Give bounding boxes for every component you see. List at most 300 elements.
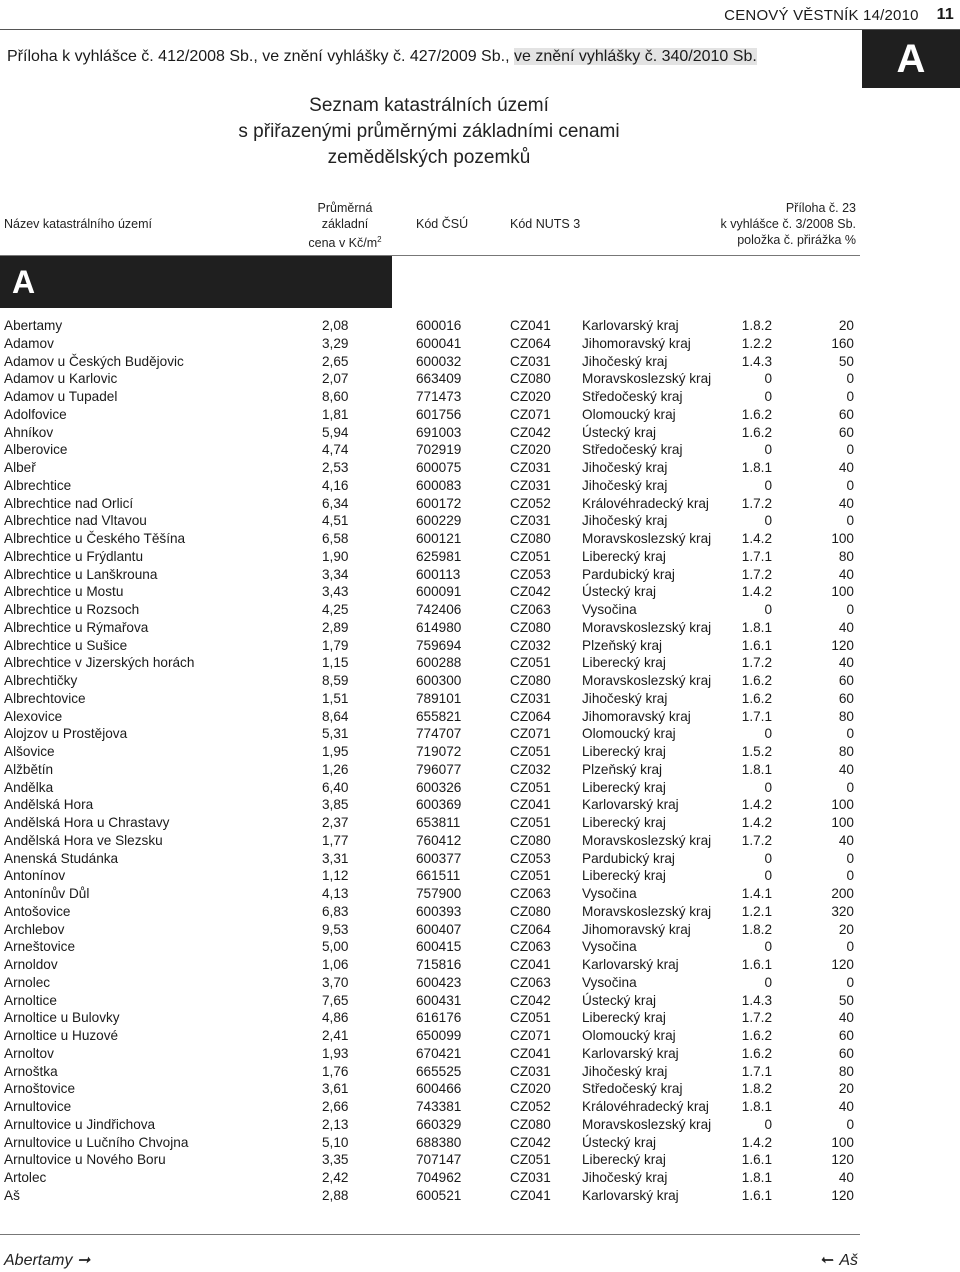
- row-surcharge: 80: [838, 744, 854, 759]
- row-price: 3,29: [322, 335, 349, 351]
- row-price: 7,65: [322, 992, 349, 1008]
- row-item-number: 1.6.1: [741, 637, 772, 653]
- row-csu-code: 760412: [416, 832, 462, 848]
- row-csu-code: 600521: [416, 1187, 462, 1203]
- row-region: Karlovarský kraj: [582, 318, 679, 333]
- row-nuts-code: CZ080: [510, 903, 551, 919]
- row-csu-code: 600075: [416, 460, 462, 475]
- row-item-number: 1.6.1: [741, 1187, 772, 1203]
- row-surcharge: 100: [831, 1134, 854, 1150]
- row-item-number: 1.8.2: [741, 921, 772, 937]
- row-region: Jihočeský kraj: [582, 353, 668, 369]
- row-nuts-code: CZ020: [510, 389, 551, 404]
- row-surcharge: 40: [838, 495, 854, 511]
- row-surcharge: 20: [838, 1081, 854, 1097]
- row-item-number: 1.6.2: [741, 424, 772, 440]
- row-item-number: 1.8.2: [741, 1081, 772, 1097]
- row-region: Liberecký kraj: [582, 815, 666, 830]
- row-surcharge: 0: [846, 939, 854, 955]
- row-nuts-code: CZ031: [510, 353, 551, 369]
- row-price: 1,06: [322, 957, 349, 972]
- row-name: Arnolec: [4, 974, 51, 990]
- column-header-price: [300, 200, 390, 251]
- row-region: Středočeský kraj: [582, 1081, 683, 1097]
- row-surcharge: 50: [838, 992, 854, 1008]
- row-region: Liberecký kraj: [582, 1152, 666, 1168]
- row-surcharge: 40: [838, 832, 854, 848]
- row-csu-code: 719072: [416, 744, 462, 759]
- row-region: Plzeňský kraj: [582, 761, 663, 777]
- row-nuts-code: CZ041: [510, 797, 551, 813]
- row-item-number: 1.6.2: [741, 1045, 772, 1061]
- row-nuts-code: CZ042: [510, 1134, 551, 1150]
- row-item-number: 1.7.1: [741, 548, 772, 564]
- row-nuts-code: CZ063: [510, 886, 551, 901]
- row-region: Jihomoravský kraj: [582, 921, 691, 937]
- row-name: Albrechtice nad Orlicí: [4, 495, 134, 511]
- row-name: Alšovice: [4, 744, 55, 759]
- row-price: 4,51: [322, 513, 349, 529]
- title-line-1: Seznam katastrálních území: [309, 95, 549, 116]
- row-surcharge: 0: [846, 1116, 854, 1132]
- row-csu-code: 715816: [416, 957, 462, 972]
- row-price: 1,95: [322, 744, 349, 759]
- row-nuts-code: CZ031: [510, 460, 551, 475]
- row-surcharge: 80: [838, 548, 854, 564]
- row-csu-code: 670421: [416, 1045, 462, 1061]
- row-item-number: 1.2.1: [741, 903, 772, 919]
- publication-title: CENOVÝ VĚSTNÍK 14/2010: [724, 6, 919, 24]
- row-name: Albrechtice u Frýdlantu: [4, 548, 144, 564]
- row-region: Moravskoslezský kraj: [582, 832, 712, 848]
- row-region: Ústecký kraj: [582, 992, 657, 1008]
- row-region: Vysočina: [582, 602, 637, 617]
- row-region: Pardubický kraj: [582, 850, 675, 866]
- row-price: 2,42: [322, 1170, 349, 1185]
- row-csu-code: 600032: [416, 353, 462, 369]
- row-region: Jihočeský kraj: [582, 1063, 668, 1079]
- price-header-line-2: základní: [321, 217, 369, 231]
- footer-first-entry: [4, 1250, 90, 1270]
- row-surcharge: 40: [838, 1170, 854, 1185]
- row-region: Liberecký kraj: [582, 779, 666, 795]
- row-nuts-code: CZ041: [510, 318, 551, 333]
- row-region: Jihočeský kraj: [582, 690, 668, 706]
- table-row: [0, 477, 860, 495]
- row-price: 1,77: [322, 832, 349, 848]
- row-surcharge: 120: [831, 637, 854, 653]
- table-row: [0, 1134, 860, 1152]
- row-nuts-code: CZ051: [510, 548, 551, 564]
- row-nuts-code: CZ032: [510, 761, 551, 777]
- section-letter: A: [0, 256, 392, 308]
- row-region: Karlovarský kraj: [582, 1045, 679, 1061]
- table-row: [0, 885, 860, 903]
- row-name: Andělská Hora ve Slezsku: [4, 832, 163, 848]
- table-row: [0, 1063, 860, 1081]
- row-price: 2,41: [322, 1028, 349, 1043]
- row-name: Alberovice: [4, 442, 68, 458]
- row-price: 5,10: [322, 1134, 349, 1150]
- row-nuts-code: CZ020: [510, 442, 551, 458]
- row-surcharge: 60: [838, 673, 854, 688]
- row-item-number: 0: [764, 726, 772, 742]
- row-csu-code: 601756: [416, 406, 462, 422]
- row-csu-code: 702919: [416, 442, 462, 458]
- annex-reference: [7, 48, 757, 70]
- row-region: Vysočina: [582, 886, 637, 901]
- table-row: [0, 353, 860, 371]
- table-row: [0, 619, 860, 637]
- annex-header-line-1: Příloha č. 23: [785, 201, 856, 215]
- row-price: 5,31: [322, 726, 349, 742]
- row-item-number: 1.7.2: [741, 655, 772, 671]
- row-item-number: 1.6.2: [741, 1028, 772, 1043]
- row-name: Arnoltov: [4, 1045, 54, 1061]
- row-name: Arnoltice u Huzové: [4, 1028, 119, 1043]
- row-surcharge: 40: [838, 619, 854, 635]
- row-surcharge: 100: [831, 584, 854, 600]
- row-nuts-code: CZ042: [510, 424, 551, 440]
- row-region: Liberecký kraj: [582, 655, 666, 671]
- price-header-superscript: 2: [377, 235, 382, 244]
- row-surcharge: 0: [846, 726, 854, 742]
- row-nuts-code: CZ051: [510, 744, 551, 759]
- row-item-number: 1.8.2: [741, 318, 772, 333]
- annex-header-line-3: položka č. přirážka %: [737, 233, 856, 247]
- row-csu-code: 600121: [416, 531, 462, 546]
- row-name: Artolec: [4, 1170, 47, 1185]
- row-csu-code: 625981: [416, 548, 462, 564]
- row-price: 1,26: [322, 761, 349, 777]
- table-row: [0, 1045, 860, 1063]
- row-csu-code: 600369: [416, 797, 462, 813]
- row-region: Liberecký kraj: [582, 868, 666, 884]
- row-name: Adamov u Tupadel: [4, 389, 118, 404]
- row-csu-code: 600091: [416, 584, 462, 600]
- row-region: Karlovarský kraj: [582, 797, 679, 813]
- row-nuts-code: CZ063: [510, 602, 551, 617]
- row-nuts-code: CZ080: [510, 531, 551, 546]
- row-item-number: 1.4.2: [741, 815, 772, 830]
- row-name: Albrechtice u Sušice: [4, 637, 128, 653]
- row-name: Albrechtice u Rozsoch: [4, 602, 140, 617]
- row-csu-code: 707147: [416, 1152, 462, 1168]
- row-surcharge: 0: [846, 868, 854, 884]
- row-name: Abertamy: [4, 318, 63, 333]
- row-price: 2,07: [322, 371, 349, 387]
- table-row: [0, 1116, 860, 1134]
- row-csu-code: 653811: [416, 815, 461, 830]
- row-item-number: 1.8.1: [741, 761, 772, 777]
- row-price: 1,90: [322, 548, 349, 564]
- page-title: [0, 93, 858, 171]
- row-region: Moravskoslezský kraj: [582, 1116, 712, 1132]
- row-nuts-code: CZ071: [510, 406, 551, 422]
- row-item-number: 1.8.1: [741, 1170, 772, 1185]
- row-price: 4,16: [322, 477, 349, 493]
- row-surcharge: 50: [838, 353, 854, 369]
- row-surcharge: 200: [831, 886, 854, 901]
- row-nuts-code: CZ071: [510, 1028, 551, 1043]
- row-region: Ústecký kraj: [582, 424, 657, 440]
- row-csu-code: 742406: [416, 602, 462, 617]
- table-row: [0, 495, 860, 513]
- row-nuts-code: CZ053: [510, 850, 551, 866]
- table-row: [0, 921, 860, 939]
- row-csu-code: 743381: [416, 1099, 462, 1114]
- row-region: Vysočina: [582, 939, 637, 955]
- footer-last-label: Aš: [839, 1252, 858, 1269]
- row-name: Adamov u Českých Budějovic: [4, 353, 184, 369]
- row-price: 2,08: [322, 318, 349, 333]
- row-csu-code: 704962: [416, 1170, 462, 1185]
- row-nuts-code: CZ052: [510, 1099, 551, 1114]
- price-header-unit: cena v Kč/m: [308, 236, 378, 251]
- column-header-csu: Kód ČSÚ: [416, 217, 469, 231]
- row-price: 4,25: [322, 602, 349, 617]
- table-row: [0, 566, 860, 584]
- row-csu-code: 614980: [416, 619, 462, 635]
- table-row: [0, 796, 860, 814]
- row-item-number: 0: [764, 868, 772, 884]
- row-item-number: 1.4.2: [741, 584, 772, 600]
- row-csu-code: 600083: [416, 477, 462, 493]
- row-price: 1,51: [322, 690, 349, 706]
- row-region: Moravskoslezský kraj: [582, 673, 712, 688]
- row-surcharge: 40: [838, 1099, 854, 1114]
- row-csu-code: 691003: [416, 424, 462, 440]
- row-region: Ústecký kraj: [582, 1134, 657, 1150]
- row-region: Olomoucký kraj: [582, 1028, 676, 1043]
- row-surcharge: 0: [846, 477, 854, 493]
- row-nuts-code: CZ080: [510, 673, 551, 688]
- table-row: [0, 903, 860, 921]
- row-nuts-code: CZ041: [510, 1187, 551, 1203]
- row-price: 6,58: [322, 531, 349, 546]
- row-csu-code: 600016: [416, 318, 462, 333]
- row-region: Pardubický kraj: [582, 566, 675, 582]
- row-nuts-code: CZ051: [510, 1152, 551, 1168]
- annex-header-line-2: k vyhlášce č. 3/2008 Sb.: [720, 217, 856, 231]
- row-item-number: 1.4.2: [741, 797, 772, 813]
- row-item-number: 1.7.2: [741, 495, 772, 511]
- table-row: [0, 814, 860, 832]
- row-nuts-code: CZ031: [510, 690, 551, 706]
- row-price: 4,74: [322, 442, 349, 458]
- row-name: Arnoltice u Bulovky: [4, 1010, 120, 1026]
- row-nuts-code: CZ031: [510, 477, 551, 493]
- row-csu-code: 655821: [416, 708, 462, 724]
- table-row: [0, 992, 860, 1010]
- row-name: Andělka: [4, 779, 54, 795]
- row-item-number: 1.7.1: [741, 708, 772, 724]
- row-name: Albrechtice u Lanškrouna: [4, 566, 158, 582]
- row-item-number: 1.6.1: [741, 957, 772, 972]
- row-name: Andělská Hora u Chrastavy: [4, 815, 170, 830]
- row-surcharge: 120: [831, 957, 854, 972]
- header-rule: [0, 29, 960, 30]
- row-name: Albrechtice nad Vltavou: [4, 513, 147, 529]
- row-csu-code: 600300: [416, 673, 462, 688]
- row-name: Albrechtice: [4, 477, 72, 493]
- row-surcharge: 40: [838, 655, 854, 671]
- footer-last-entry: [822, 1250, 858, 1270]
- row-item-number: 0: [764, 850, 772, 866]
- row-region: Plzeňský kraj: [582, 637, 663, 653]
- row-price: 2,89: [322, 619, 349, 635]
- row-price: 6,34: [322, 495, 349, 511]
- row-name: Arneštovice: [4, 939, 76, 955]
- row-csu-code: 771473: [416, 389, 462, 404]
- table-row: [0, 637, 860, 655]
- table-row: [0, 1080, 860, 1098]
- row-csu-code: 663409: [416, 371, 462, 387]
- row-nuts-code: CZ063: [510, 974, 551, 990]
- row-csu-code: 600041: [416, 335, 462, 351]
- price-header-line-1: Průměrná: [317, 201, 373, 215]
- row-nuts-code: CZ063: [510, 939, 551, 955]
- row-region: Jihočeský kraj: [582, 1170, 668, 1185]
- row-surcharge: 40: [838, 1010, 854, 1026]
- row-name: Albrechtice u Rýmařova: [4, 619, 149, 635]
- row-item-number: 0: [764, 389, 772, 404]
- row-price: 4,86: [322, 1010, 349, 1026]
- table-row: [0, 1169, 860, 1187]
- row-name: Adolfovice: [4, 406, 67, 422]
- row-name: Albrechtice v Jizerských horách: [4, 655, 195, 671]
- table-row: [0, 583, 860, 601]
- row-csu-code: 650099: [416, 1028, 462, 1043]
- row-nuts-code: CZ080: [510, 1116, 551, 1132]
- row-surcharge: 0: [846, 974, 854, 990]
- row-region: Vysočina: [582, 974, 637, 990]
- row-price: 1,76: [322, 1063, 349, 1079]
- row-name: Ahníkov: [4, 424, 54, 440]
- row-region: Ústecký kraj: [582, 584, 657, 600]
- row-nuts-code: CZ080: [510, 619, 551, 635]
- row-name: Arnoštka: [4, 1063, 58, 1079]
- row-name: Arnultovice: [4, 1099, 72, 1114]
- table-row: [0, 317, 860, 335]
- row-item-number: 1.4.3: [741, 353, 772, 369]
- row-surcharge: 60: [838, 424, 854, 440]
- row-price: 1,79: [322, 637, 349, 653]
- row-price: 2,66: [322, 1099, 349, 1114]
- annex-prefix: Příloha k vyhlášce č. 412/2008 Sb., ve znění vyhlášky č. 427/2009 Sb.,: [7, 48, 510, 65]
- table-row: [0, 424, 860, 442]
- row-price: 3,70: [322, 974, 349, 990]
- row-nuts-code: CZ052: [510, 495, 551, 511]
- row-surcharge: 0: [846, 779, 854, 795]
- row-region: Jihomoravský kraj: [582, 708, 691, 724]
- column-header-name: Název katastrálního území: [4, 217, 152, 231]
- row-nuts-code: CZ071: [510, 726, 551, 742]
- table-row: [0, 956, 860, 974]
- row-nuts-code: CZ042: [510, 992, 551, 1008]
- row-nuts-code: CZ031: [510, 1063, 551, 1079]
- row-name: Arnultovice u Nového Boru: [4, 1152, 166, 1168]
- row-region: Středočeský kraj: [582, 442, 683, 458]
- column-header-annex: [721, 200, 857, 248]
- row-nuts-code: CZ032: [510, 637, 551, 653]
- row-item-number: 0: [764, 477, 772, 493]
- row-price: 2,88: [322, 1187, 349, 1203]
- row-price: 9,53: [322, 921, 349, 937]
- table-row: [0, 370, 860, 388]
- price-header-line-3: [300, 232, 390, 251]
- row-name: Albrechtovice: [4, 690, 86, 706]
- table-row: [0, 867, 860, 885]
- row-nuts-code: CZ020: [510, 1081, 551, 1097]
- row-region: Jihočeský kraj: [582, 460, 668, 475]
- table-row: [0, 672, 860, 690]
- row-price: 6,40: [322, 779, 349, 795]
- row-region: Královéhradecký kraj: [582, 495, 709, 511]
- row-price: 8,64: [322, 708, 349, 724]
- table-row: [0, 938, 860, 956]
- row-name: Albrechtice u Mostu: [4, 584, 124, 600]
- table-row: [0, 388, 860, 406]
- row-item-number: 0: [764, 939, 772, 955]
- row-surcharge: 40: [838, 566, 854, 582]
- row-region: Karlovarský kraj: [582, 1187, 679, 1203]
- row-name: Arnultovice u Lučního Chvojna: [4, 1134, 189, 1150]
- row-price: 3,31: [322, 850, 349, 866]
- table-row: [0, 832, 860, 850]
- page-number: 11: [936, 6, 954, 23]
- row-item-number: 1.4.2: [741, 1134, 772, 1150]
- row-surcharge: 40: [838, 460, 854, 475]
- row-name: Antonínův Důl: [4, 886, 90, 901]
- table-row: [0, 1151, 860, 1169]
- row-item-number: 1.7.2: [741, 832, 772, 848]
- row-item-number: 1.7.1: [741, 1063, 772, 1079]
- row-item-number: 1.6.2: [741, 673, 772, 688]
- row-csu-code: 600423: [416, 974, 462, 990]
- table-row: [0, 654, 860, 672]
- row-name: Anenská Studánka: [4, 850, 119, 866]
- row-region: Moravskoslezský kraj: [582, 531, 712, 546]
- row-csu-code: 665525: [416, 1063, 462, 1079]
- table-row: [0, 459, 860, 477]
- row-region: Moravskoslezský kraj: [582, 903, 712, 919]
- title-line-3: zemědělských pozemků: [327, 147, 531, 168]
- row-surcharge: 0: [846, 389, 854, 404]
- row-name: Arnoštovice: [4, 1081, 76, 1097]
- row-surcharge: 100: [831, 797, 854, 813]
- row-csu-code: 660329: [416, 1116, 462, 1132]
- row-nuts-code: CZ064: [510, 335, 551, 351]
- table-row: [0, 725, 860, 743]
- row-csu-code: 757900: [416, 886, 462, 901]
- table-row: [0, 743, 860, 761]
- row-region: Olomoucký kraj: [582, 406, 676, 422]
- row-nuts-code: CZ041: [510, 1045, 551, 1061]
- row-item-number: 1.7.2: [741, 1010, 772, 1026]
- row-price: 2,65: [322, 353, 349, 369]
- row-csu-code: 796077: [416, 761, 462, 777]
- row-nuts-code: CZ041: [510, 957, 551, 972]
- row-surcharge: 0: [846, 513, 854, 529]
- row-item-number: 1.6.1: [741, 1152, 772, 1168]
- row-surcharge: 20: [838, 921, 854, 937]
- row-price: 3,35: [322, 1152, 349, 1168]
- row-price: 3,85: [322, 797, 349, 813]
- row-nuts-code: CZ031: [510, 1170, 551, 1185]
- row-csu-code: 688380: [416, 1134, 462, 1150]
- row-surcharge: 60: [838, 406, 854, 422]
